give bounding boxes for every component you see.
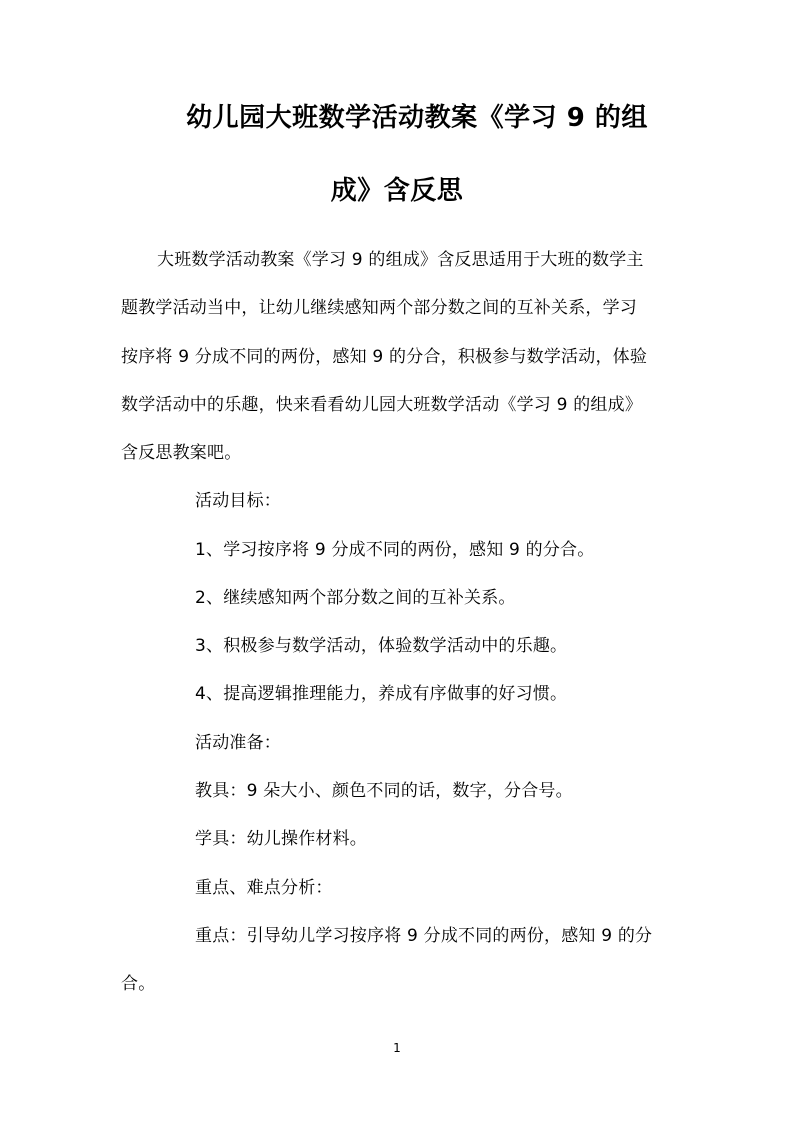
goal-item-2: 2、继续感知两个部分数之间的互补关系。: [195, 588, 516, 608]
goals-heading: 活动目标：: [195, 491, 281, 511]
page-number: 1: [393, 1041, 401, 1055]
keypoints-heading: 重点、难点分析：: [195, 878, 333, 898]
student-tools: 学具：幼儿操作材料。: [195, 829, 367, 849]
prep-heading: 活动准备：: [195, 733, 281, 753]
goal-item-4: 4、提高逻辑推理能力，养成有序做事的好习惯。: [195, 684, 568, 704]
keypoint-line-1: 重点：引导幼儿学习按序将 9 分成不同的两份，感知 9 的分: [195, 926, 653, 946]
intro-line-2: 题教学活动当中，让幼儿继续感知两个部分数之间的互补关系，学习: [121, 298, 637, 318]
intro-line-5: 含反思教案吧。: [121, 443, 242, 463]
goal-item-1: 1、学习按序将 9 分成不同的两份，感知 9 的分合。: [195, 540, 595, 560]
intro-line-4: 数学活动中的乐趣，快来看看幼儿园大班数学活动《学习 9 的组成》: [121, 395, 643, 415]
intro-line-1: 大班数学活动教案《学习 9 的组成》含反思适用于大班的数学主: [157, 250, 644, 270]
goal-item-3: 3、积极参与数学活动，体验数学活动中的乐趣。: [195, 636, 568, 656]
keypoint-line-2: 合。: [121, 974, 156, 994]
title-line-1: 幼儿园大班数学活动教案《学习 9 的组: [186, 103, 648, 133]
title-line-2: 成》含反思: [330, 176, 464, 206]
intro-line-3: 按序将 9 分成不同的两份，感知 9 的分合，积极参与数学活动，体验: [121, 347, 648, 367]
teacher-tools: 教具：9 朵大小、颜色不同的话，数字，分合号。: [195, 781, 573, 801]
